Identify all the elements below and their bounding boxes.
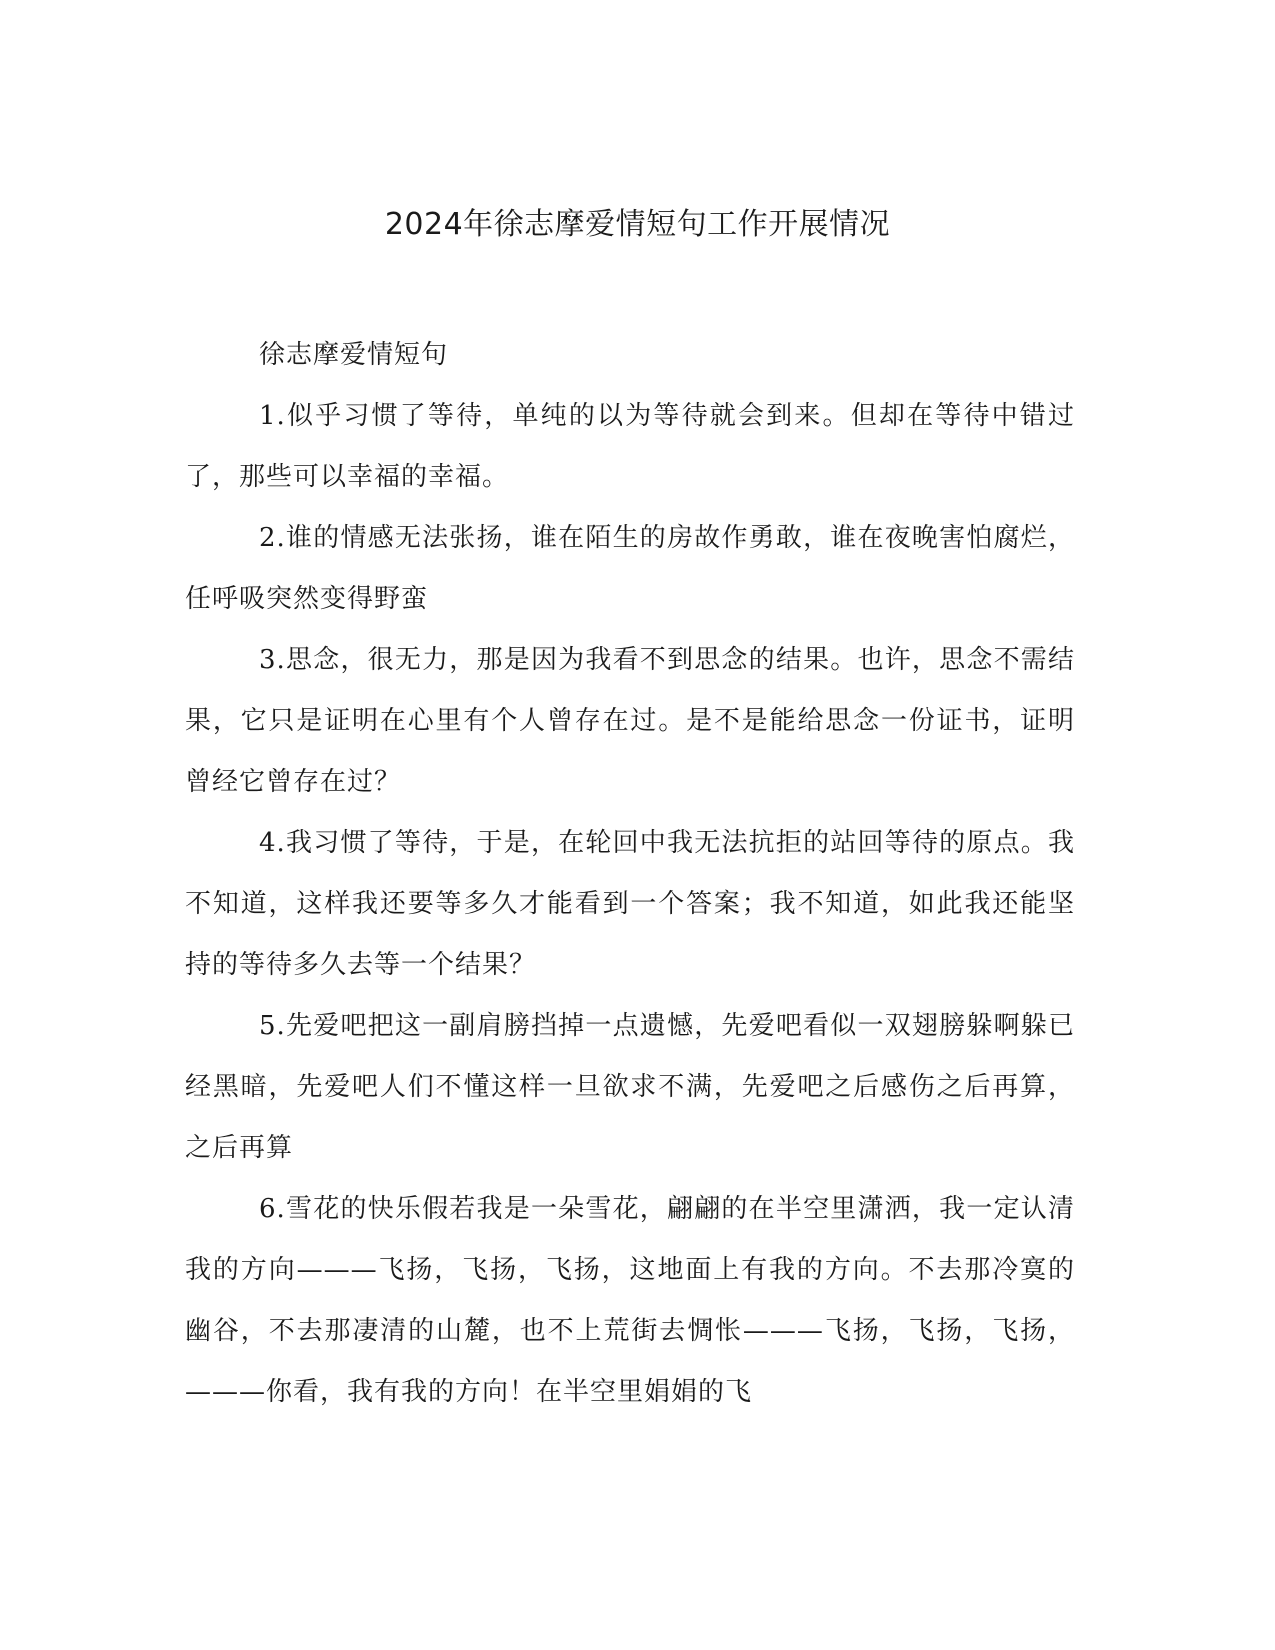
paragraph-2: 2.谁的情感无法张扬，谁在陌生的房故作勇敢，谁在夜晚害怕腐烂，任呼吸突然变得野蛮 [185, 523, 1075, 614]
paragraph-6: 6.雪花的快乐假若我是一朵雪花，翩翩的在半空里潇洒，我一定认清我的方向———飞扬，飞扬，飞扬，这地面上有我的方向。不去那冷寞的幽谷，不去那凄清的山麓，也不上荒街去惆怅———飞扬，飞扬，飞扬，———你看，我有我的方向！在半空里娟娟的飞 [185, 1194, 1075, 1407]
paragraph-5: 5.先爱吧把这一副肩膀挡掉一点遗憾，先爱吧看似一双翅膀躲啊躲已经黑暗，先爱吧人们不懂这样一旦欲求不满，先爱吧之后感伤之后再算，之后再算 [185, 1011, 1075, 1163]
section-heading: 徐志摩爱情短句 [259, 340, 449, 370]
paragraph-4: 4.我习惯了等待，于是，在轮回中我无法抗拒的站回等待的原点。我不知道，这样我还要等多久才能看到一个答案；我不知道，如此我还能坚持的等待多久去等一个结果？ [185, 828, 1075, 980]
document-body [185, 325, 1075, 1423]
document-title: 2024年徐志摩爱情短句工作开展情况 [384, 207, 891, 242]
paragraph-1: 1.似乎习惯了等待，单纯的以为等待就会到来。但却在等待中错过了，那些可以幸福的幸福。 [185, 401, 1075, 492]
paragraph-3: 3.思念，很无力，那是因为我看不到思念的结果。也许，思念不需结果，它只是证明在心里有个人曾存在过。是不是能给思念一份证书，证明曾经它曾存在过？ [185, 645, 1075, 797]
